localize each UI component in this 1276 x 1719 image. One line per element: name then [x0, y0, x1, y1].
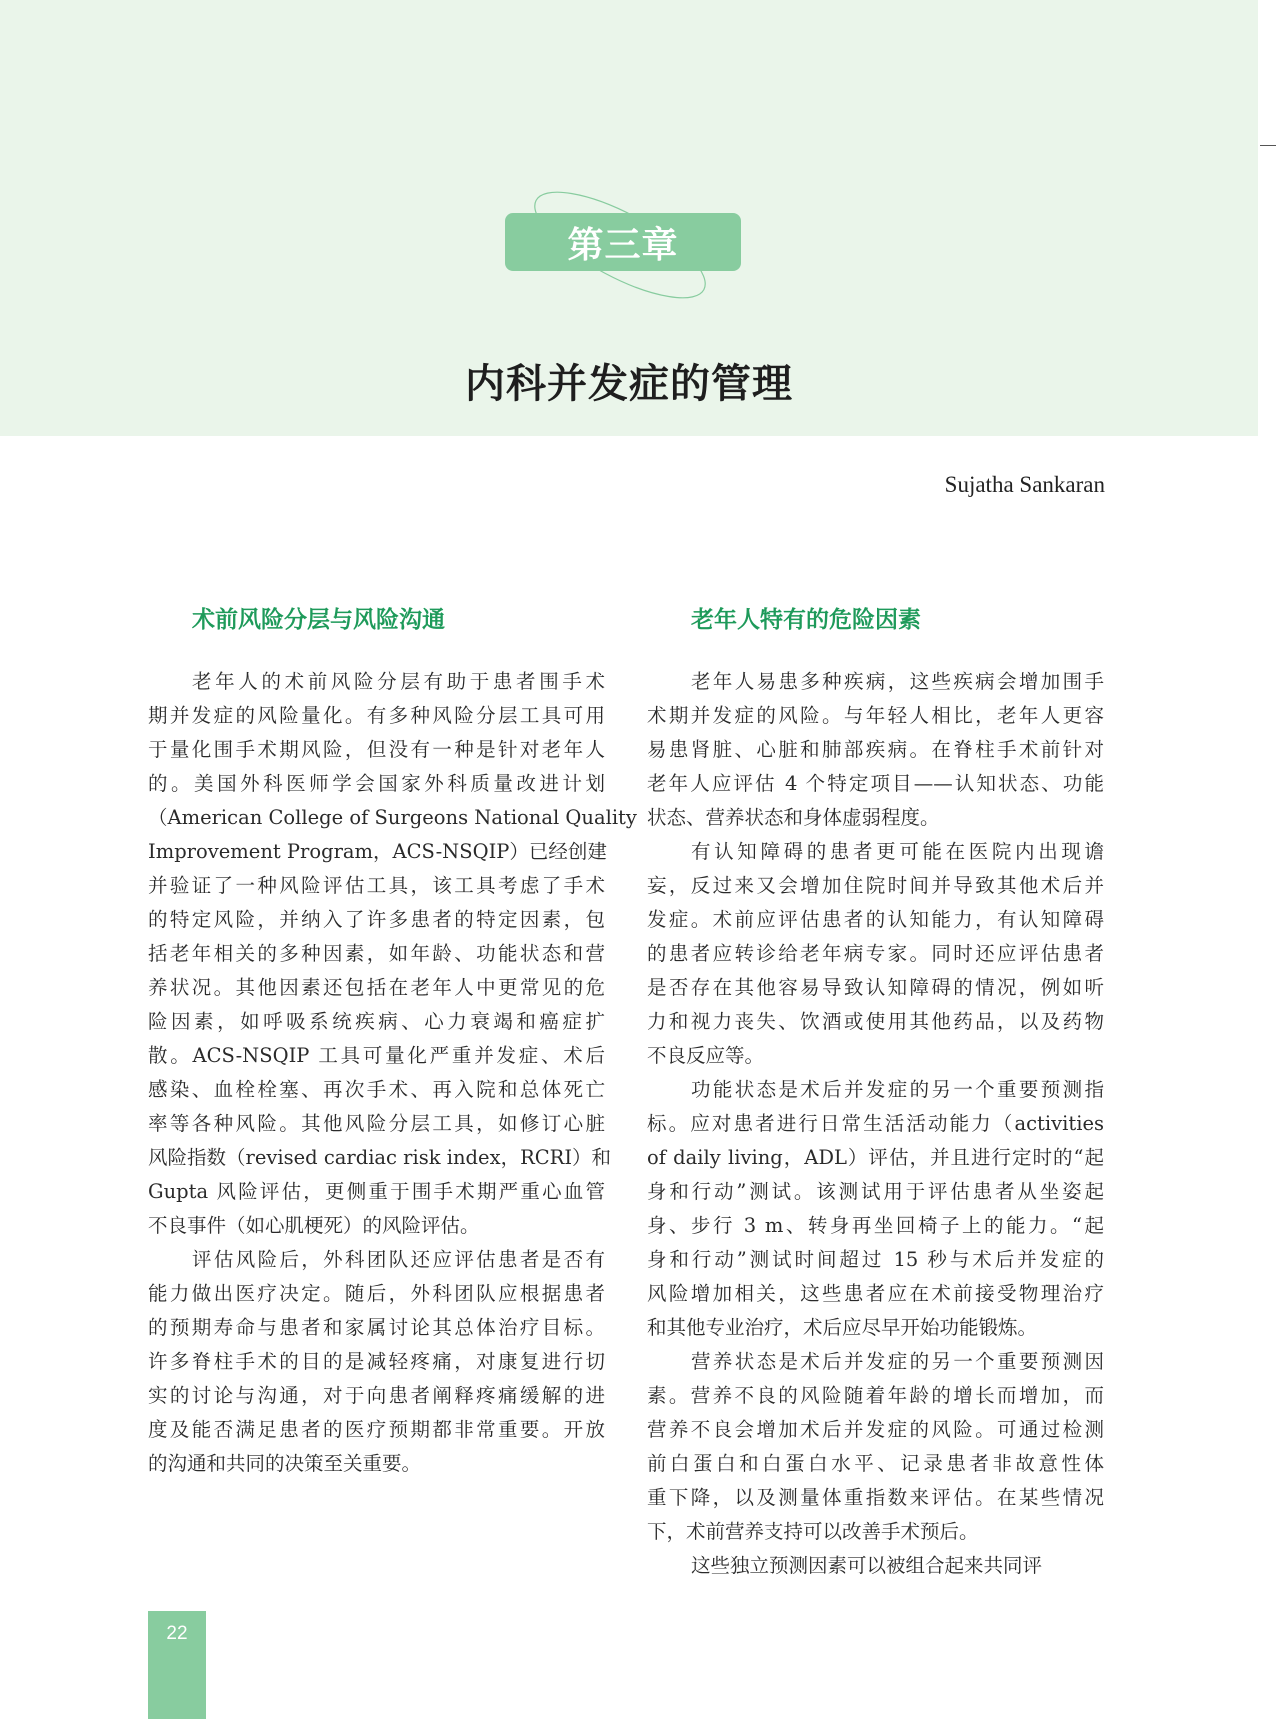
text-line: 状态、营养状态和身体虚弱程度。 [647, 806, 940, 829]
text-line: 不良反应等。 [647, 1044, 765, 1067]
text-line: 素。营养不良的风险随着年龄的增长而增加，而 [647, 1384, 1104, 1407]
text-line: 感染、血栓栓塞、再次手术、再入院和总体死亡 [148, 1078, 605, 1101]
text-line: 实的讨论与沟通，对于向患者阐释疼痛缓解的进 [148, 1384, 605, 1407]
text-line: 易患肾脏、心脏和肺部疾病。在脊柱手术前针对 [647, 738, 1104, 761]
text-line: 许多脊柱手术的目的是减轻疼痛，对康复进行切 [148, 1350, 605, 1373]
text-line: （American College of Surgeons National Quality [148, 806, 637, 829]
crop-mark [1260, 145, 1276, 146]
text-line: 括老年相关的多种因素，如年龄、功能状态和营 [148, 942, 605, 965]
text-line: 营养状态是术后并发症的另一个重要预测因 [691, 1350, 1104, 1373]
section-body [647, 665, 1104, 1583]
text-line: 是否存在其他容易导致认知障碍的情况，例如听 [647, 976, 1104, 999]
text-line: 的预期寿命与患者和家属讨论其总体治疗目标。 [148, 1316, 605, 1339]
paragraph [148, 665, 637, 1243]
text-line: 于量化围手术期风险，但没有一种是针对老年人 [148, 738, 605, 761]
text-line: 养状况。其他因素还包括在老年人中更常见的危 [148, 976, 605, 999]
section-body [148, 665, 637, 1481]
paragraph [148, 1243, 605, 1481]
text-line: 率等各种风险。其他风险分层工具，如修订心脏 [148, 1112, 605, 1135]
text-line: 度及能否满足患者的医疗预期都非常重要。开放 [148, 1418, 605, 1441]
chapter-label: 第三章 [505, 213, 741, 271]
text-line: 的特定风险，并纳入了许多患者的特定因素，包 [148, 908, 605, 931]
chapter-title: 内科并发症的管理 [465, 360, 793, 407]
text-line: 力和视力丧失、饮酒或使用其他药品，以及药物 [647, 1010, 1104, 1033]
text-line: 身和行动”测试。该测试用于评估患者从坐姿起 [647, 1180, 1104, 1203]
paragraph [647, 665, 1104, 835]
paragraph [647, 1549, 1104, 1583]
paragraph [647, 835, 1104, 1073]
page-number: 22 [148, 1611, 206, 1719]
paragraph [647, 1345, 1104, 1549]
text-line: 身、步行 3 m、转身再坐回椅子上的能力。“起 [647, 1214, 1104, 1237]
text-line: 期并发症的风险量化。有多种风险分层工具可用 [148, 704, 605, 727]
author-name: Sujatha Sankaran [944, 472, 1105, 497]
text-line: 不良事件（如心肌梗死）的风险评估。 [148, 1214, 480, 1237]
text-line: 标。应对患者进行日常生活活动能力（activities [647, 1112, 1104, 1135]
text-line: 和其他专业治疗，术后应尽早开始功能锻炼。 [647, 1316, 1038, 1339]
text-line: of daily living，ADL）评估，并且进行定时的“起 [647, 1146, 1104, 1169]
paragraph [647, 1073, 1104, 1345]
text-line: 的。美国外科医师学会国家外科质量改进计划 [148, 772, 605, 795]
text-line: 风险增加相关，这些患者应在术前接受物理治疗 [647, 1282, 1104, 1305]
text-line: Improvement Program，ACS-NSQIP）已经创建 [148, 840, 607, 863]
text-line: 散。ACS-NSQIP 工具可量化严重并发症、术后 [148, 1044, 605, 1067]
text-line: 有认知障碍的患者更可能在医院内出现谵 [691, 840, 1104, 863]
text-line: 老年人易患多种疾病，这些疾病会增加围手 [691, 670, 1104, 693]
section-heading: 老年人特有的危险因素 [691, 607, 921, 633]
text-line: 前白蛋白和白蛋白水平、记录患者非故意性体 [647, 1452, 1104, 1475]
text-line: 老年人的术前风险分层有助于患者围手术 [192, 670, 605, 693]
text-line: 的沟通和共同的决策至关重要。 [148, 1452, 422, 1475]
text-line: 妄，反过来又会增加住院时间并导致其他术后并 [647, 874, 1104, 897]
text-line: 术期并发症的风险。与年轻人相比，老年人更容 [647, 704, 1104, 727]
text-line: 的患者应转诊给老年病专家。同时还应评估患者 [647, 942, 1104, 965]
left-column [148, 600, 637, 1481]
section-heading: 术前风险分层与风险沟通 [192, 607, 445, 633]
text-line: 评估风险后，外科团队还应评估患者是否有 [192, 1248, 605, 1271]
text-line: 能力做出医疗决定。随后，外科团队应根据患者 [148, 1282, 605, 1305]
text-line: 重下降，以及测量体重指数来评估。在某些情况 [647, 1486, 1104, 1509]
text-line: 风险指数（revised cardiac risk index，RCRI）和 [148, 1146, 612, 1169]
text-line: 营养不良会增加术后并发症的风险。可通过检测 [647, 1418, 1104, 1441]
text-line: 功能状态是术后并发症的另一个重要预测指 [691, 1078, 1104, 1101]
text-line: 老年人应评估 4 个特定项目——认知状态、功能 [647, 772, 1104, 795]
right-column [647, 600, 1104, 1583]
text-line: 发症。术前应评估患者的认知能力，有认知障碍 [647, 908, 1104, 931]
text-line: 这些独立预测因素可以被组合起来共同评 [691, 1554, 1043, 1577]
text-line: 下，术前营养支持可以改善手术预后。 [647, 1520, 979, 1543]
text-line: 险因素，如呼吸系统疾病、心力衰竭和癌症扩 [148, 1010, 605, 1033]
text-line: Gupta 风险评估，更侧重于围手术期严重心血管 [148, 1180, 605, 1203]
text-line: 身和行动”测试时间超过 15 秒与术后并发症的 [647, 1248, 1104, 1271]
text-line: 并验证了一种风险评估工具，该工具考虑了手术 [148, 874, 605, 897]
